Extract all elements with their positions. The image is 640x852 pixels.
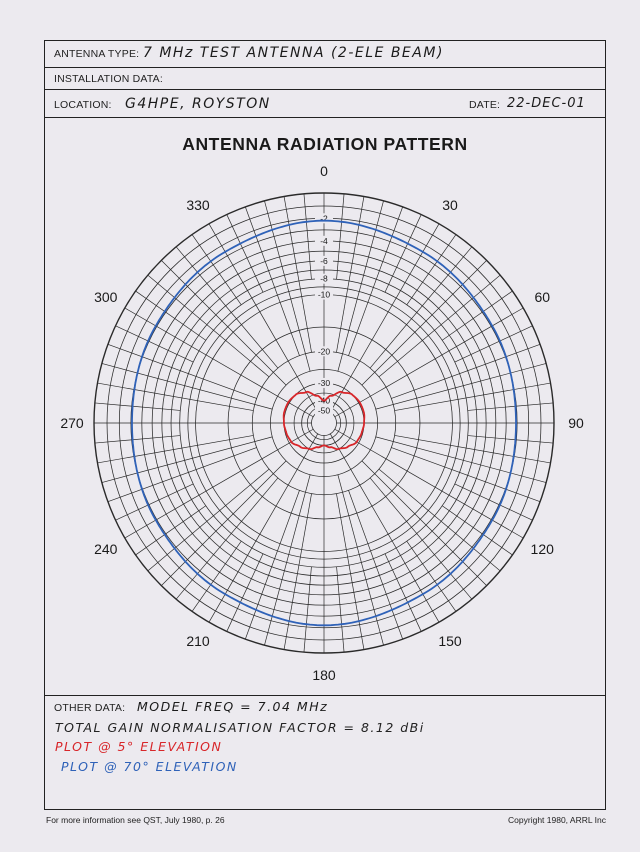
date-value: 22-DEC-01 xyxy=(507,96,586,111)
azimuth-label: 240 xyxy=(94,541,118,557)
db-scale-label: -4 xyxy=(320,235,328,246)
location-label: LOCATION: xyxy=(54,99,112,111)
grid-spoke xyxy=(102,437,272,483)
grid-spoke xyxy=(442,291,512,340)
antenna-type-label: ANTENNA TYPE: xyxy=(54,48,140,60)
db-scale-label: -8 xyxy=(320,273,328,284)
azimuth-label: 90 xyxy=(568,415,584,431)
grid-spoke xyxy=(379,275,500,377)
azimuth-label: 60 xyxy=(534,289,551,305)
grid-spoke xyxy=(376,363,546,409)
footer-reference: For more information see QST, July 1980, p. 26 xyxy=(46,815,225,825)
other-data-label: OTHER DATA: xyxy=(54,702,126,714)
antenna-type-value: 7 MHz TEST ANTENNA (2-ELE BEAM) xyxy=(143,45,444,61)
azimuth-label: 270 xyxy=(60,415,84,431)
note-line: PLOT @ 70° ELEVATION xyxy=(61,759,238,774)
grid-spoke xyxy=(338,475,384,645)
azimuth-label: 330 xyxy=(186,196,210,213)
grid-spoke xyxy=(161,260,286,385)
db-scale-label: -20 xyxy=(317,346,331,357)
grid-spoke xyxy=(264,201,310,371)
location-value: G4HPE, ROYSTON xyxy=(125,96,271,112)
grid-spoke xyxy=(362,260,487,385)
grid-spoke xyxy=(442,506,512,555)
installation-label: INSTALLATION DATA: xyxy=(54,73,164,85)
grid-spoke xyxy=(376,437,546,483)
chart-title: ANTENNA RADIATION PATTERN xyxy=(182,134,468,154)
db-scale-label: -40 xyxy=(317,395,331,406)
other-data-value: MODEL FREQ = 7.04 MHz xyxy=(137,699,329,714)
grid-spoke xyxy=(379,469,500,571)
footer-copyright: Copyright 1980, ARRL Inc xyxy=(508,815,606,825)
db-scale-label: -10 xyxy=(317,289,331,300)
note-line: PLOT @ 5° ELEVATION xyxy=(55,739,223,754)
db-scale-label: -6 xyxy=(320,255,328,266)
azimuth-label: 120 xyxy=(530,541,554,557)
azimuth-label: 0 xyxy=(320,163,328,179)
azimuth-label: 150 xyxy=(438,633,462,650)
grid-spoke xyxy=(148,275,269,377)
grid-spoke xyxy=(370,478,472,599)
azimuth-label: 30 xyxy=(442,196,458,213)
db-scale-label: -30 xyxy=(317,377,331,388)
date-label: DATE: xyxy=(469,99,501,111)
azimuth-label: 180 xyxy=(312,667,336,683)
grid-spoke xyxy=(370,247,472,368)
grid-spoke xyxy=(264,475,310,645)
azimuth-label: 210 xyxy=(186,633,210,650)
grid-spoke xyxy=(176,478,278,599)
db-scale-label: -2 xyxy=(320,213,328,224)
grid-spoke xyxy=(338,201,384,371)
azimuth-label: 300 xyxy=(94,289,118,305)
grid-spoke xyxy=(102,363,272,409)
grid-spoke xyxy=(161,461,286,586)
grid-spoke xyxy=(136,506,206,555)
grid-spoke xyxy=(136,291,206,340)
db-scale-label: -50 xyxy=(317,405,331,416)
note-line: TOTAL GAIN NORMALISATION FACTOR = 8.12 dBi xyxy=(55,720,425,735)
grid-spoke xyxy=(148,469,269,571)
grid-spoke xyxy=(362,461,487,586)
grid-spoke xyxy=(176,247,278,368)
